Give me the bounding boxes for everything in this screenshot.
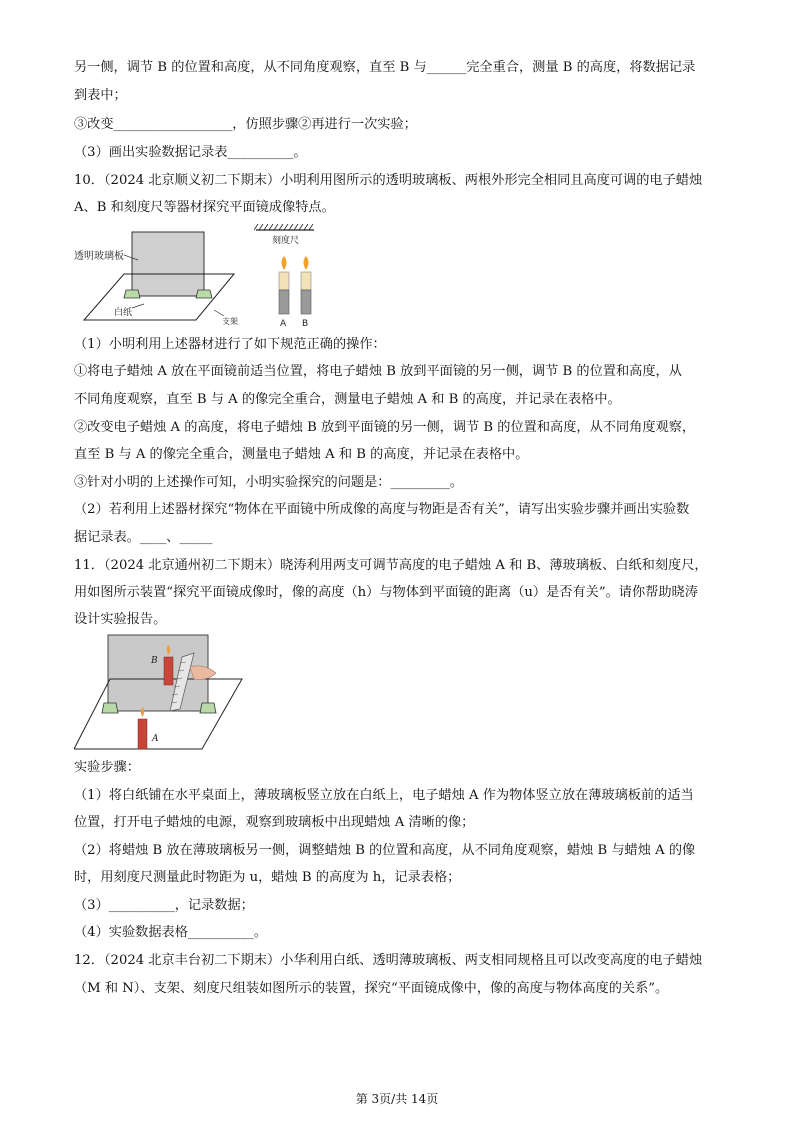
text-line: （1）将白纸铺在水平桌面上，薄玻璃板竖立放在白纸上，电子蜡烛 A 作为物体竖立放在薄玻璃板前的适当 xyxy=(74,788,694,803)
candle-b-shape xyxy=(164,657,173,685)
question-12-title: 12．（2024 北京丰台初二下期末）小华利用白纸、透明薄玻璃板、两支相同规格且可以改变高度的电子蜡烛 xyxy=(74,953,703,968)
text-line: 用如图所示装置“探究平面镜成像时，像的高度（h）与物体到平面镜的距离（u）是否有关”。请你帮助晓涛 xyxy=(74,585,698,600)
text-line: 据记录表。____、_____ xyxy=(74,530,213,545)
text-line: （M 和 N）、支架、刻度尺组装如图所示的装置，探究“平面镜成像中，像的高度与物体高度的关系”。 xyxy=(74,981,669,996)
text-line: ③改变__________________，仿照步骤②再进行一次实验； xyxy=(74,117,417,132)
figure-candle-experiment xyxy=(74,633,244,753)
flame-b xyxy=(304,256,309,270)
text-line: 不同角度观察，直至 B 与 A 的像完全重合，测量电子蜡烛 A 和 B 的高度，并记录在表格中。 xyxy=(74,392,621,407)
text-line: A、B 和刻度尺等器材探究平面镜成像特点。 xyxy=(74,200,335,215)
page-footer: 第 3页/共 14页 xyxy=(355,1092,439,1106)
text-line: （2）若利用上述器材探究“物体在平面镜中所成像的高度与物距是否有关”，请写出实验步骤并画出实验数 xyxy=(74,502,690,517)
support-left xyxy=(102,703,118,713)
text-line: （4）实验数据表格__________。 xyxy=(74,925,268,940)
text-line: 到表中； xyxy=(74,88,127,103)
candle-a-label: A xyxy=(280,319,287,329)
text-line: 直至 B 与 A 的像完全重合，测量电子蜡烛 A 和 B 的高度，并记录在表格中。 xyxy=(74,447,529,462)
text-line: 实验步骤： xyxy=(74,760,140,775)
candle-a-label: A xyxy=(152,734,159,744)
text-line: 时，用刻度尺测量此时物距为 u，蜡烛 B 的高度为 h，记录表格； xyxy=(74,870,461,885)
text-line: （3）画出实验数据记录表__________。 xyxy=(74,145,307,160)
candle-b-base xyxy=(301,290,311,314)
candle-b-label: B xyxy=(302,319,309,329)
candle-a-top xyxy=(279,272,289,290)
text-line: （2）将蜡烛 B 放在薄玻璃板另一侧，调整蜡烛 B 的位置和高度，从不同角度观察，蜡烛 B 与蜡烛 A 的像 xyxy=(74,843,696,858)
candle-b-label: B xyxy=(151,656,158,666)
glass-plate-label: 透明玻璃板 xyxy=(74,251,124,262)
candle-a-shape xyxy=(138,719,147,749)
text-line: 设计实验报告。 xyxy=(74,612,167,627)
text-line: 位置，打开电子蜡烛的电源，观察到玻璃板中出现蜡烛 A 清晰的像； xyxy=(74,815,475,830)
support-right xyxy=(196,290,212,298)
figure-glass-plate-setup xyxy=(74,222,354,330)
support-left xyxy=(124,290,140,298)
text-line: ②改变电子蜡烛 A 的高度，将电子蜡烛 B 放到平面镜的另一侧，调节 B 的位置和高度，从不同角度观察， xyxy=(74,420,696,435)
text-line: ①将电子蜡烛 A 放在平面镜前适当位置，将电子蜡烛 B 放到平面镜的另一侧，调节 B 的位置和高度，从 xyxy=(74,364,682,379)
flame-a xyxy=(282,256,287,270)
text-line: 另一侧，调节 B 的位置和高度，从不同角度观察，直至 B 与______完全重合，测量 B 的高度，将数据记录 xyxy=(74,60,696,75)
text-line: ③针对小明的上述操作可知，小明实验探究的问题是：_________。 xyxy=(74,475,464,490)
paper-label: 白纸 xyxy=(114,308,133,318)
question-11-title: 11．（2024 北京通州初二下期末）晓涛利用两支可调节高度的电子蜡烛 A 和 B、薄玻璃板、白纸和刻度尺， xyxy=(74,558,708,573)
support-label: 支架 xyxy=(222,317,238,326)
text-line: （3）__________，记录数据； xyxy=(74,898,254,913)
hand-shape xyxy=(190,666,216,680)
candle-a-base xyxy=(279,290,289,314)
candle-b-top xyxy=(301,272,311,290)
glass-plate-shape xyxy=(132,232,204,296)
support-right xyxy=(200,703,216,713)
ruler-label: 刻度尺 xyxy=(272,236,300,246)
question-10-title: 10．（2024 北京顺义初二下期末）小明利用图所示的透明玻璃板、两根外形完全相同且高度可调的电子蜡烛 xyxy=(74,173,703,188)
text-line: （1）小明利用上述器材进行了如下规范正确的操作： xyxy=(74,337,386,352)
